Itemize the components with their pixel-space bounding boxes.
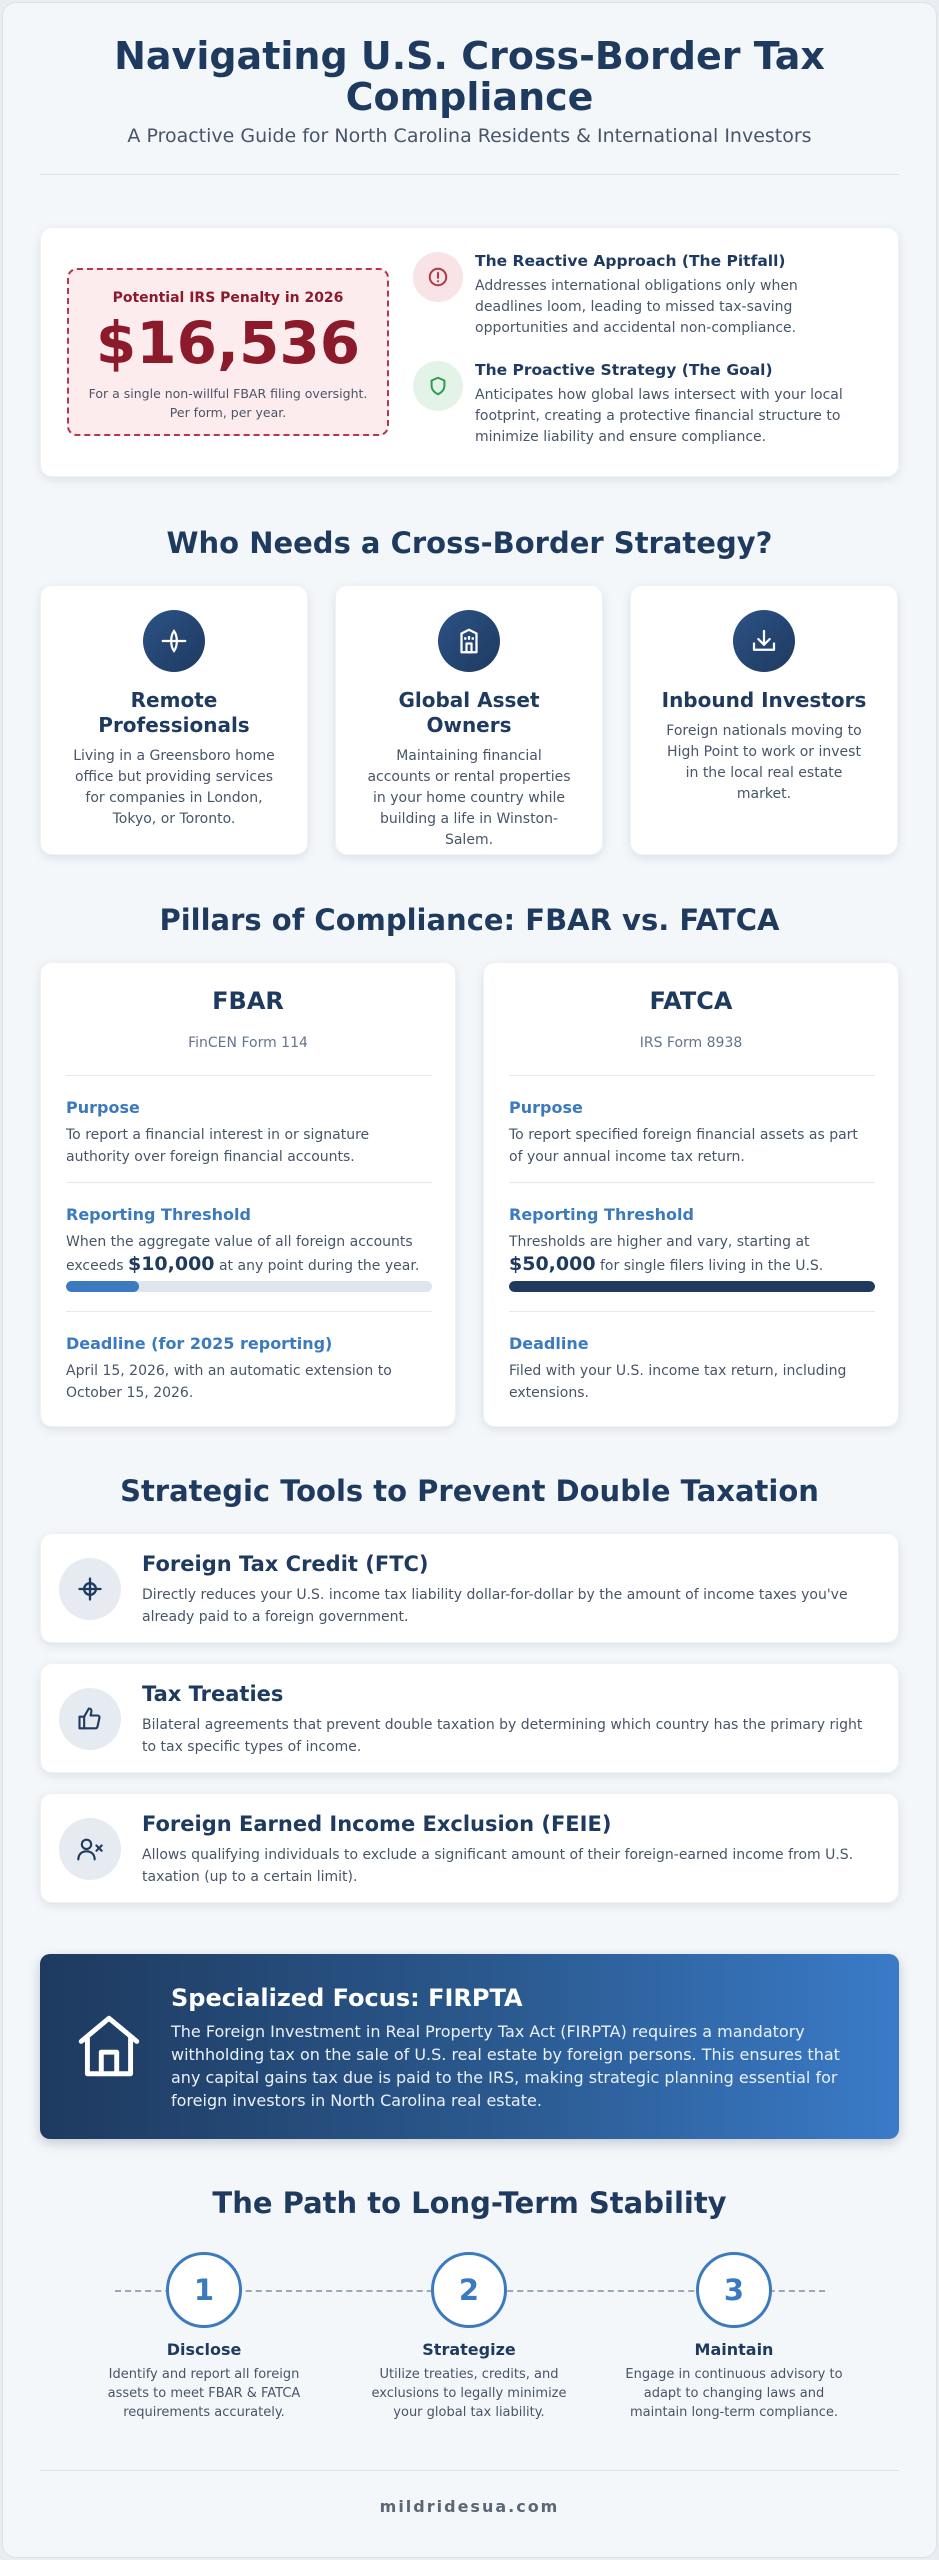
header-divider [40, 174, 899, 175]
crosshair-icon [59, 1558, 121, 1620]
step-number: 2 [431, 2252, 507, 2328]
alert-circle-icon [413, 252, 463, 302]
purpose-label: Purpose [509, 1098, 583, 1117]
step-title: Maintain [694, 2340, 774, 2359]
threshold-bar-fill [66, 1281, 139, 1292]
fbar-purpose [66, 1098, 432, 1168]
threshold-text-pre: Thresholds are higher and vary, starting at [509, 1234, 810, 1250]
tool-title: Foreign Tax Credit (FTC) [142, 1552, 429, 1576]
proactive-title: The Proactive Strategy (The Goal) [475, 361, 773, 379]
thumbs-up-icon [59, 1688, 121, 1750]
deadline-text: Filed with your U.S. income tax return, including extensions. [509, 1363, 847, 1401]
tool-text: Directly reduces your U.S. income tax liability dollar-for-dollar by the amount of income taxes you've already paid to a foreign government. [142, 1587, 848, 1625]
path-step-disclose [79, 2252, 329, 2422]
divider [66, 1311, 432, 1312]
fatca-purpose [509, 1098, 875, 1168]
step-title: Disclose [166, 2340, 242, 2359]
threshold-label: Reporting Threshold [66, 1205, 251, 1224]
globe-icon [143, 610, 205, 672]
threshold-amount: $10,000 [127, 1253, 215, 1275]
threshold-bar-fill [509, 1281, 875, 1292]
firpta-text: The Foreign Investment in Real Property Tax Act (FIRPTA) requires a mandatory withholding tax on the sale of U.S. real estate by foreign persons. This ensures that any capital gains tax due is paid to the IRS, making strategic planning essential for foreign investors in North Carolina real estate. [171, 2022, 840, 2110]
threshold-bar [66, 1281, 432, 1292]
fatca-card [483, 962, 899, 1427]
who-card-text: Maintaining financial accounts or rental properties in your home country while building a life in Winston-Salem. [367, 748, 571, 848]
who-card-asset-owners [335, 585, 603, 855]
footer-site: mildridesua.com [379, 2497, 560, 2516]
step-title: Strategize [422, 2340, 516, 2359]
fatca-form: IRS Form 8938 [639, 1035, 743, 1051]
divider [66, 1182, 432, 1183]
path-step-strategize [344, 2252, 594, 2422]
tool-card-treaties [40, 1663, 899, 1773]
tool-title: Tax Treaties [142, 1682, 284, 1706]
reactive-title: The Reactive Approach (The Pitfall) [475, 252, 786, 270]
who-card-remote [40, 585, 308, 855]
bank-icon [438, 610, 500, 672]
tool-text: Allows qualifying individuals to exclude a significant amount of their foreign-earned income from U.S. taxation (up to a certain limit). [142, 1847, 854, 1885]
threshold-text-post: for single filers living in the U.S. [600, 1258, 824, 1274]
page-title: Navigating U.S. Cross-Border Tax Compliance [114, 34, 825, 119]
pillars-section-title: Pillars of Compliance: FBAR vs. FATCA [159, 903, 780, 937]
who-card-inbound-investors [630, 585, 898, 855]
step-number: 3 [696, 2252, 772, 2328]
divider [509, 1075, 875, 1076]
divider [66, 1075, 432, 1076]
threshold-amount: $50,000 [509, 1253, 596, 1275]
step-text: Identify and report all foreign assets to meet FBAR & FATCA requirements accurately. [107, 2367, 301, 2420]
threshold-bar [509, 1281, 875, 1292]
penalty-note: For a single non-willful FBAR filing oversight. Per form, per year. [88, 386, 368, 420]
fbar-threshold [66, 1205, 432, 1277]
fatca-deadline [509, 1334, 875, 1404]
tool-card-feie [40, 1793, 899, 1903]
deadline-label: Deadline (for 2025 reporting) [66, 1334, 333, 1353]
fatca-threshold [509, 1205, 875, 1277]
reactive-text: Addresses international obligations only when deadlines loom, leading to missed tax-saving opportunities and accidental non-compliance. [475, 278, 798, 336]
fbar-form: FinCEN Form 114 [188, 1035, 308, 1051]
shield-icon [413, 361, 463, 411]
hero-card [40, 227, 899, 477]
penalty-amount: $16,536 [95, 309, 361, 377]
who-card-text: Foreign nationals moving to High Point to work or invest in the local real estate market. [666, 723, 862, 802]
proactive-strategy [413, 361, 853, 461]
fbar-deadline [66, 1334, 432, 1404]
fbar-name: FBAR [212, 987, 284, 1015]
fbar-card [40, 962, 456, 1427]
step-text: Utilize treaties, credits, and exclusions to legally minimize your global tax liability. [371, 2367, 567, 2420]
purpose-text: To report specified foreign financial assets as part of your annual income tax return. [509, 1127, 858, 1165]
deadline-label: Deadline [509, 1334, 589, 1353]
firpta-title: Specialized Focus: FIRPTA [171, 1984, 523, 2012]
threshold-text-post: at any point during the year. [218, 1258, 420, 1274]
tool-text: Bilateral agreements that prevent double taxation by determining which country has the primary right to tax specific types of income. [142, 1717, 863, 1755]
who-card-title: Inbound Investors [661, 688, 867, 712]
who-section-title: Who Needs a Cross-Border Strategy? [166, 526, 773, 560]
step-text: Engage in continuous advisory to adapt to changing laws and maintain long-term compliance. [625, 2367, 843, 2420]
tools-section-title: Strategic Tools to Prevent Double Taxation [120, 1474, 819, 1508]
reactive-approach [413, 252, 853, 352]
who-card-title: Remote Professionals [98, 688, 250, 737]
step-number: 1 [166, 2252, 242, 2328]
fatca-name: FATCA [649, 987, 733, 1015]
purpose-label: Purpose [66, 1098, 140, 1117]
user-x-icon [59, 1818, 121, 1880]
who-card-title: Global Asset Owners [398, 688, 540, 737]
path-step-maintain [609, 2252, 859, 2422]
footer-divider [40, 2470, 899, 2471]
page-subtitle: A Proactive Guide for North Carolina Residents & International Investors [127, 125, 812, 147]
tool-card-ftc [40, 1533, 899, 1643]
firpta-banner [40, 1954, 899, 2139]
purpose-text: To report a financial interest in or signature authority over foreign financial accounts. [66, 1127, 370, 1165]
divider [509, 1182, 875, 1183]
download-icon [733, 610, 795, 672]
tool-title: Foreign Earned Income Exclusion (FEIE) [142, 1812, 612, 1836]
deadline-text: April 15, 2026, with an automatic extension to October 15, 2026. [66, 1363, 392, 1401]
divider [509, 1311, 875, 1312]
path-section-title: The Path to Long-Term Stability [212, 2186, 727, 2220]
penalty-callout [67, 268, 389, 436]
threshold-text-pre: When the aggregate value of all foreign accounts exceeds [66, 1234, 413, 1274]
who-card-text: Living in a Greensboro home office but providing services for companies in London, Tokyo, or Toronto. [73, 748, 275, 827]
home-icon [72, 2009, 146, 2087]
threshold-label: Reporting Threshold [509, 1205, 694, 1224]
penalty-label: Potential IRS Penalty in 2026 [112, 290, 344, 306]
proactive-text: Anticipates how global laws intersect with your local footprint, creating a protective financial structure to minimize liability and ensure compliance. [475, 387, 843, 445]
